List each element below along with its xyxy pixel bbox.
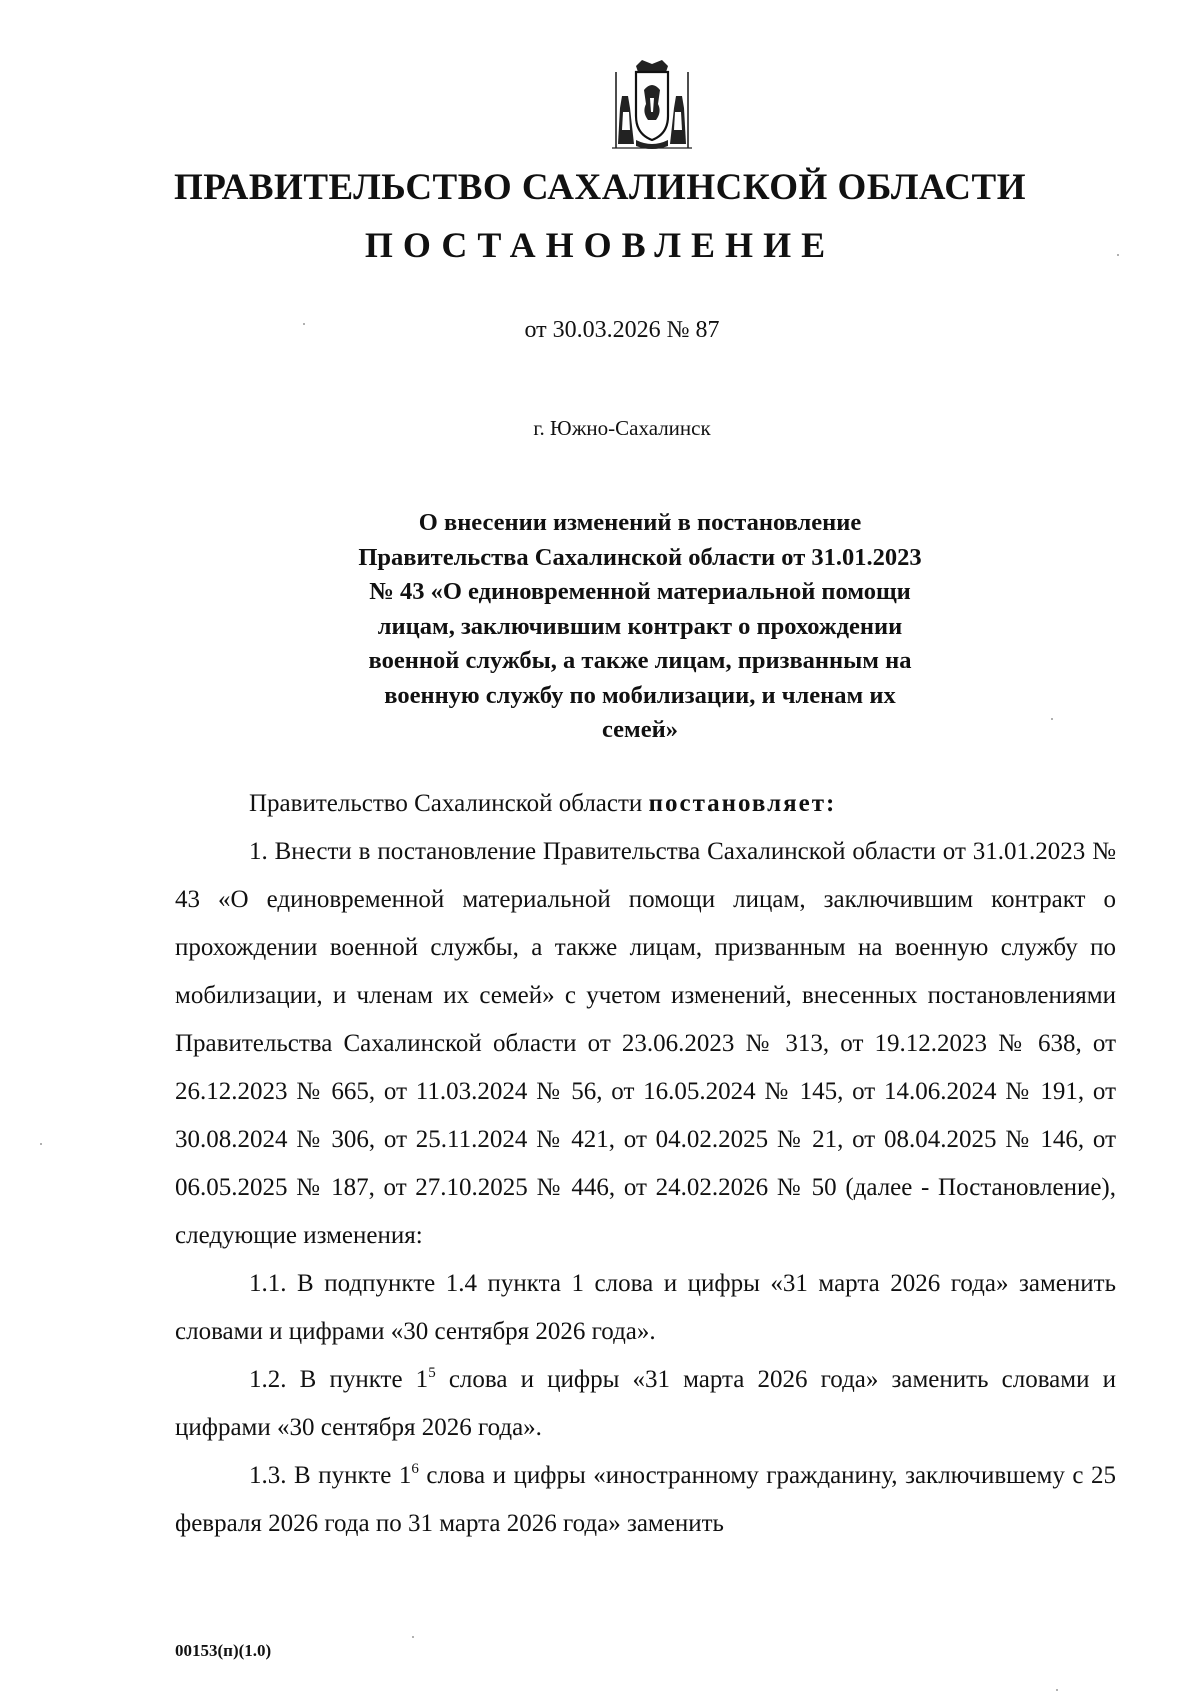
item-1-paragraph: 1. Внести в постановление Правительства Сахалинской области от 31.01.2023 № 43 «О единовременной материальной помощи лицам, заключившим контракт о прохождении военной службы, а также лицам, призванным на военную службу по мобилизации, и членам их семей» с учетом изменений, внесенных постановлениями Правительства Сахалинской области от 23.06.2023 № 313, от 19.12.2023 № 638, от 26.12.2023 № 665, от 11.03.2024 № 56, от 16.05.2024 № 145, от 14.06.2024 № 191, от 30.08.2024 № 306, от 25.11.2024 № 421, от 04.02.2025 № 21, от 08.04.2025 № 146, от 06.05.2025 № 187, от 27.10.2025 № 446, от 24.02.2026 № 50 (далее - Постановление), следующие изменения:	[175, 838, 1116, 1249]
item-1-1-paragraph: 1.1. В подпункте 1.4 пункта 1 слова и цифры «31 марта 2026 года» заменить словами и цифрами «30 сентября 2026 года».	[175, 1270, 1116, 1345]
title-line: лицам, заключившим контракт о прохождении	[377, 612, 903, 640]
item-1-2-paragraph	[175, 1356, 1116, 1452]
item-1-3-paragraph	[175, 1452, 1116, 1548]
preamble-action: постановляет:	[648, 790, 837, 817]
title-line: Правительства Сахалинской области от 31.01.2023	[358, 543, 922, 571]
title-line: военную службу по мобилизации, и членам их	[384, 681, 896, 709]
document-body	[175, 780, 1116, 1548]
scan-speck	[412, 1636, 414, 1638]
scan-speck	[1056, 1689, 1058, 1691]
preamble-text: Правительство Сахалинской области	[249, 790, 649, 817]
title-line: семей»	[602, 716, 678, 743]
scan-speck	[40, 1143, 42, 1145]
document-city: г. Южно-Сахалинск	[533, 416, 711, 440]
document-type: ПОСТАНОВЛЕНИЕ	[364, 225, 836, 265]
form-code: 00153(п)(1.0)	[175, 1641, 272, 1660]
title-line: № 43 «О единовременной материальной помощи	[369, 578, 911, 605]
sakhalin-coat-of-arms-icon	[606, 60, 698, 156]
organization-name: ПРАВИТЕЛЬСТВО САХАЛИНСКОЙ ОБЛАСТИ	[174, 167, 1026, 208]
item-1-2-superscript: 5	[428, 1365, 436, 1381]
scan-speck	[1117, 254, 1119, 256]
document-date-number: от 30.03.2026 № 87	[524, 317, 720, 343]
item-1-3-text-end: слова и цифры «иностранному гражданину, заключившему с 25 февраля 2026 года по 31 марта 2026 года» заменить	[175, 1462, 1116, 1537]
document-title	[286, 506, 994, 748]
item-1-2-text-start: 1.2. В пункте 1	[249, 1366, 429, 1393]
scan-speck	[303, 323, 305, 325]
item-1-3-text-start: 1.3. В пункте 1	[249, 1462, 412, 1489]
preamble-paragraph	[175, 780, 1116, 828]
item-1-2-text-end: слова и цифры «31 марта 2026 года» заменить словами и цифрами «30 сентября 2026 года».	[175, 1366, 1116, 1441]
item-1-3-superscript: 6	[411, 1461, 419, 1477]
title-line: военной службы, а также лицам, призванным на	[368, 647, 912, 674]
scan-speck	[1051, 718, 1053, 720]
title-line: О внесении изменений в постановление	[418, 509, 862, 536]
